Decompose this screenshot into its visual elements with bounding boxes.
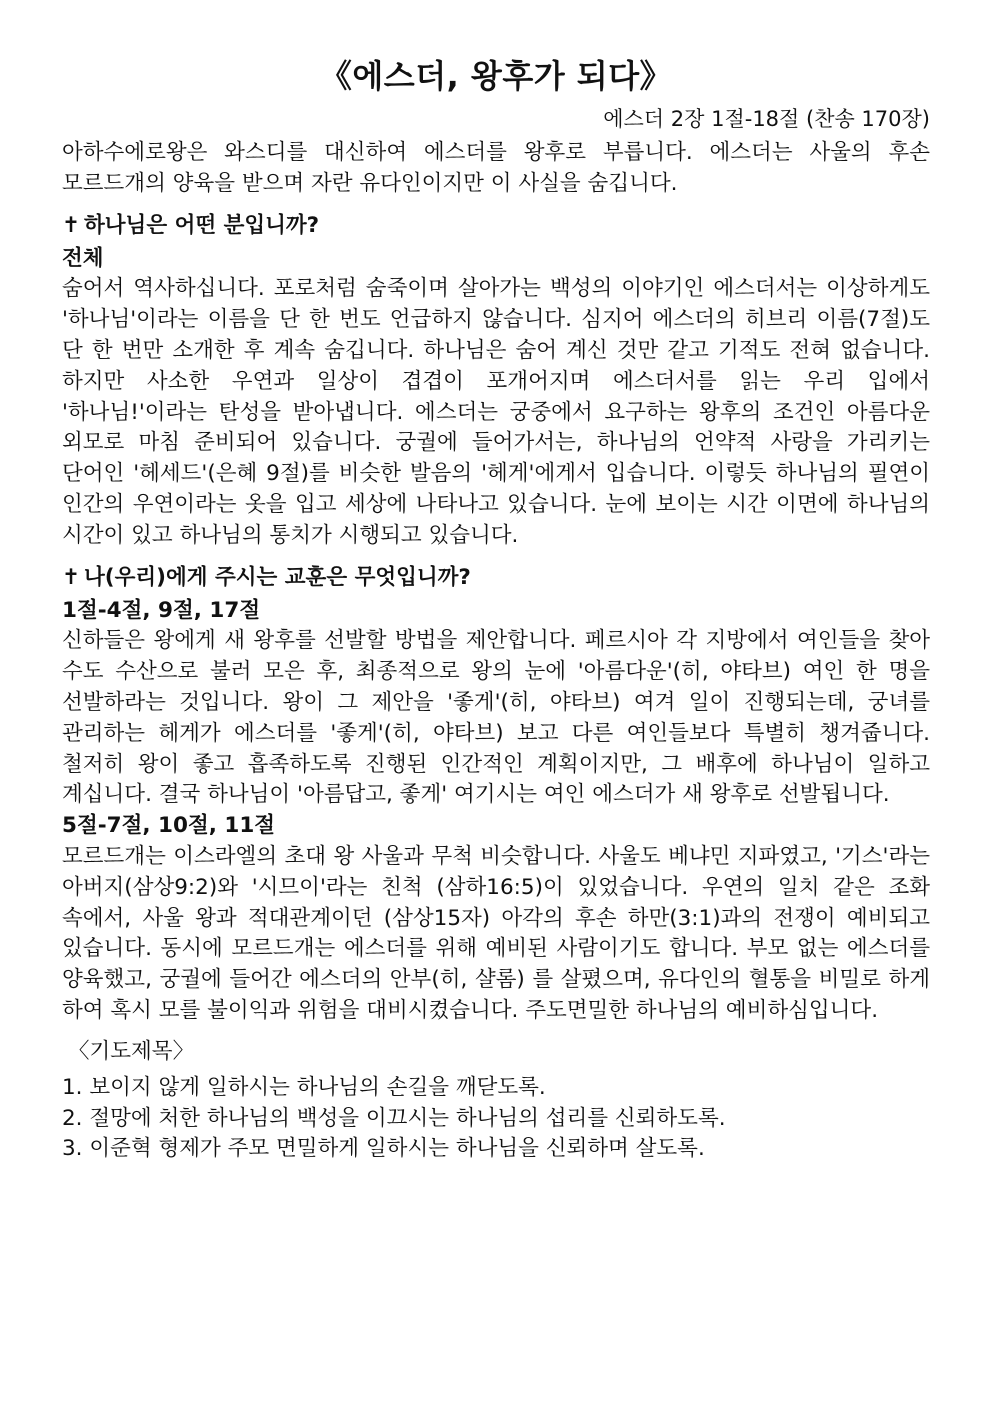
scripture-reference: 에스더 2장 1절-18절 (찬송 170장) bbox=[603, 107, 930, 131]
prayer-list bbox=[62, 1073, 930, 1165]
subsection-label: 1절-4절, 9절, 17절 bbox=[62, 597, 261, 623]
cross-icon: ✝ bbox=[62, 564, 81, 590]
cross-icon: ✝ bbox=[62, 212, 81, 238]
section-paragraph: 모르드개는 이스라엘의 초대 왕 사울과 무척 비슷합니다. 사울도 베냐민 지파였고, '기스'라는 아버지(삼상9:2)와 '시므이'라는 친척 (삼하16:5)이 있었습니다. 우연의 일치 같은 조화 속에서, 사울 왕과 적대관계이던 (삼상15자) 아각의 후손 하만(3:1)과의 전쟁이 예비되고 있습니다. 동시에 모르드개는 에스더를 위해 예비된 사람이기도 합니다. 부모 없는 에스더를 양육했고, 궁궐에 들어간 에스더의 안부(히, 샬롬) 를 살폈으며, 유다인의 혈통을 비밀로 하게 하여 혹시 모를 불이익과 위험을 대비시켰습니다. 주도면밀한 하나님의 예비하심입니다. bbox=[62, 843, 930, 1023]
section-paragraph: 숨어서 역사하십니다. 포로처럼 숨죽이며 살아가는 백성의 이야기인 에스더서는 이상하게도 '하나님'이라는 이름을 단 한 번도 언급하지 않습니다. 심지어 에스더의 히브리 이름(7절)도 단 한 번만 소개한 후 계속 숨깁니다. 하나님은 숨어 계신 것만 같고 기적도 전혀 없습니다. 하지만 사소한 우연과 일상이 겹겹이 포개어지며 에스더서를 읽는 우리 입에서 '하나님!'이라는 탄성을 받아냅니다. 에스더는 궁중에서 요구하는 왕후의 조건인 아름다운 외모로 마침 준비되어 있습니다. 궁궐에 들어가서는, 하나님의 언약적 사랑을 가리키는 단어인 '헤세드'(은혜 9절)를 비슷한 발음의 '헤게'에게서 입습니다. 이렇듯 하나님의 필연이 인간의 우연이라는 옷을 입고 세상에 나타나고 있습니다. 눈에 보이는 시간 이면에 하나님의 시간이 있고 하나님의 통치가 시행되고 있습니다. bbox=[62, 276, 930, 548]
prayer-item: 3. 이준혁 형제가 주모 면밀하게 일하시는 하나님을 신뢰하며 살도록. bbox=[62, 1136, 705, 1162]
subsection-label: 전체 bbox=[62, 245, 104, 271]
section-paragraph: 신하들은 왕에게 새 왕후를 선발할 방법을 제안합니다. 페르시아 각 지방에서 여인들을 찾아 수도 수산으로 불러 모은 후, 최종적으로 왕의 눈에 '아름다운'(히, 야타브) 여인 한 명을 선발하라는 것입니다. 왕이 그 제안을 '좋게'(히, 야타브) 여겨 일이 진행되는데, 궁녀를 관리하는 헤게가 에스더를 '좋게'(히, 야타브) 보고 다른 여인들보다 특별히 챙겨줍니다. 철저히 왕이 좋고 흡족하도록 진행된 인간적인 계획이지만, 그 배후에 하나님이 일하고 계십니다. 결국 하나님이 '아름답고, 좋게' 여기시는 여인 에스더가 새 왕후로 선발됩니다. bbox=[62, 628, 930, 808]
section-heading-text: 하나님은 어떤 분입니까? bbox=[84, 212, 320, 238]
section-heading-who-is-god bbox=[62, 210, 930, 242]
document-title: 《에스더, 왕후가 되다》 bbox=[319, 57, 673, 95]
prayer-item: 1. 보이지 않게 일하시는 하나님의 손길을 깨닫도록. bbox=[62, 1074, 546, 1100]
intro-paragraph: 아하수에로왕은 와스디를 대신하여 에스더를 왕후로 부릅니다. 에스더는 사울의 후손 모르드개의 양육을 받으며 자란 유다인이지만 이 사실을 숨깁니다. bbox=[62, 140, 930, 196]
section-heading-text: 나(우리)에게 주시는 교훈은 무엇입니까? bbox=[84, 564, 471, 590]
section-heading-lesson bbox=[62, 562, 930, 594]
prayer-title: 〈기도제목〉 bbox=[68, 1038, 195, 1064]
prayer-item: 2. 절망에 처한 하나님의 백성을 이끄시는 하나님의 섭리를 신뢰하도록. bbox=[62, 1105, 726, 1131]
subsection-label: 5절-7절, 10절, 11절 bbox=[62, 813, 276, 839]
